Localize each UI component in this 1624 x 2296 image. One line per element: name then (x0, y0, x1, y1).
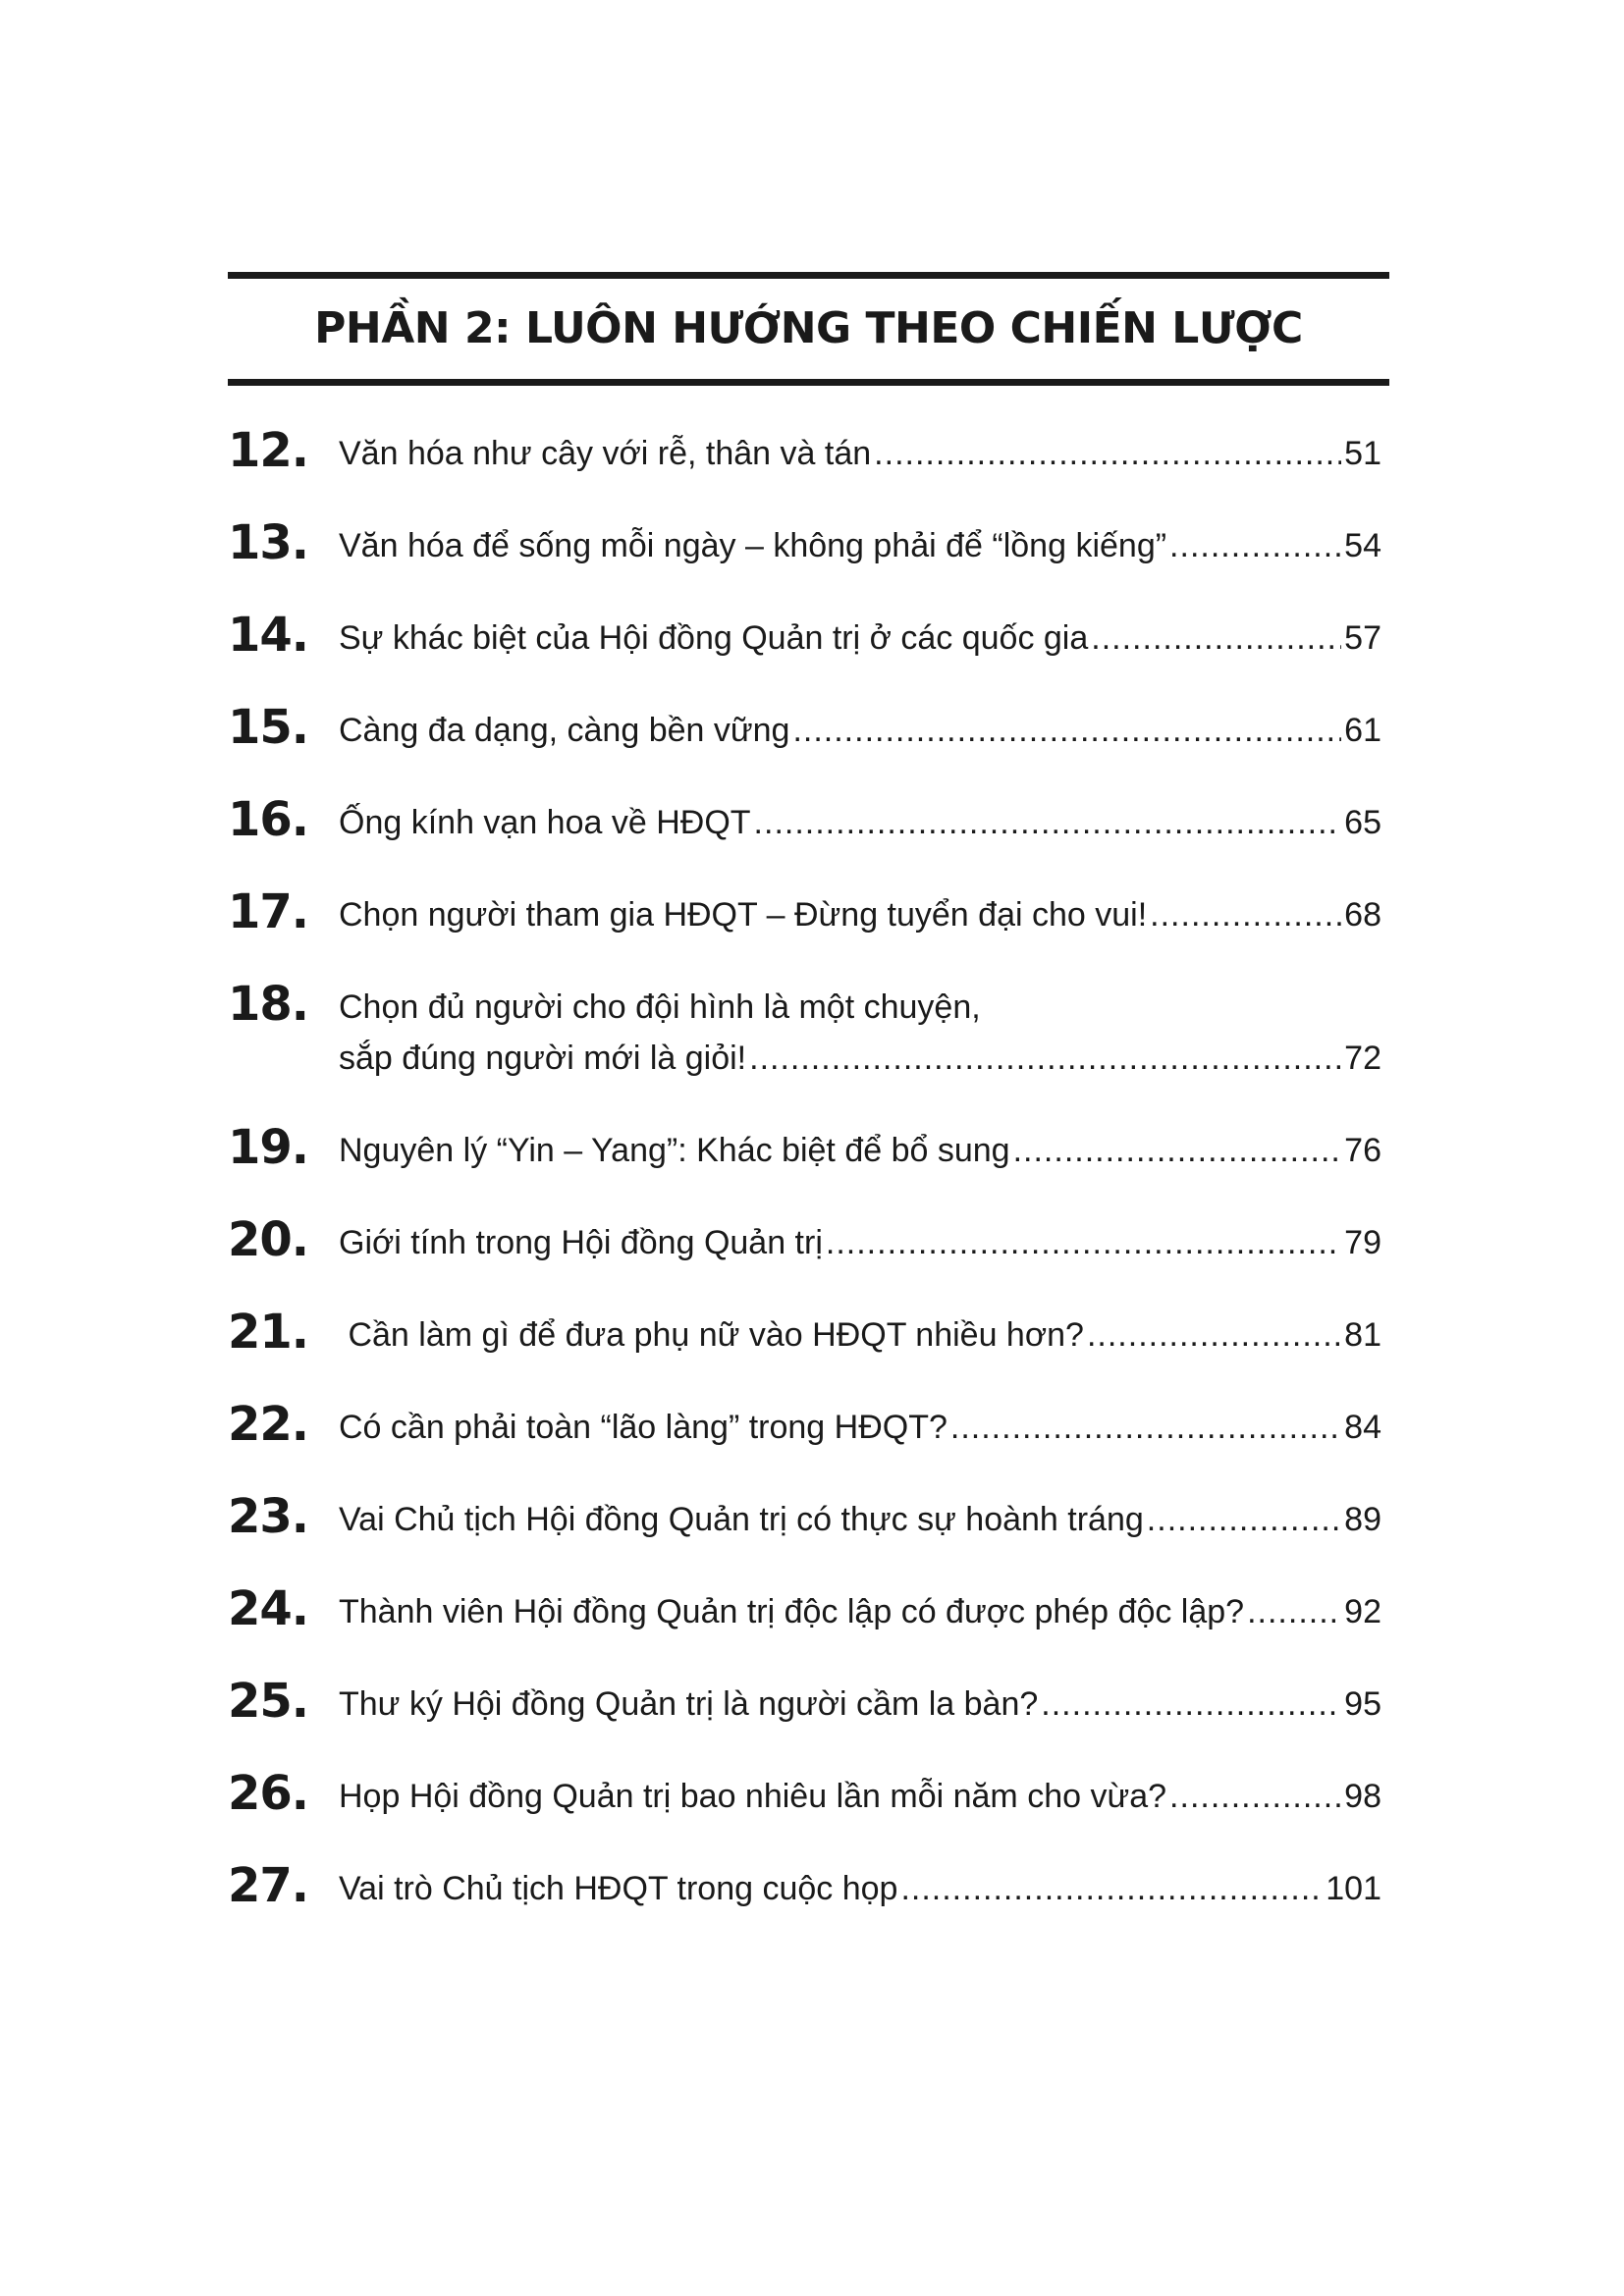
dot-leader (1013, 1131, 1342, 1170)
entry-page-number: 54 (1344, 527, 1381, 564)
entry-title: Vai Chủ tịch Hội đồng Quản trị có thực sự hoành tráng (339, 1501, 1144, 1538)
dot-leader (754, 803, 1342, 842)
entry-page-number: 89 (1344, 1501, 1381, 1538)
section-bottom-rule (228, 379, 1389, 386)
entry-number: 24. (228, 1581, 309, 1636)
entry-page-number: 72 (1344, 1040, 1381, 1077)
dot-leader (1169, 1777, 1341, 1816)
entry-number: 18. (228, 977, 309, 1032)
entry-number: 21. (228, 1305, 309, 1360)
dot-leader (1150, 895, 1341, 934)
entry-number: 20. (228, 1212, 309, 1267)
entry-page-number: 61 (1344, 712, 1381, 749)
section-title: PHẦN 2: LUÔN HƯỚNG THEO CHIẾN LƯỢC (314, 303, 1303, 353)
dot-leader (792, 711, 1341, 750)
entry-page-number: 76 (1344, 1132, 1381, 1169)
section-top-rule (228, 272, 1389, 279)
entry-page-number: 81 (1344, 1316, 1381, 1354)
entry-number: 17. (228, 884, 309, 939)
entry-title: Cần làm gì để đưa phụ nữ vào HĐQT nhiều hơn? (339, 1316, 1084, 1354)
dot-leader (1147, 1500, 1341, 1539)
dot-leader (1041, 1684, 1341, 1724)
entry-number: 25. (228, 1674, 309, 1729)
entry-title: Thành viên Hội đồng Quản trị độc lập có được phép độc lập? (339, 1593, 1245, 1630)
entry-title: Văn hóa như cây với rễ, thân và tán (339, 435, 872, 472)
entry-title: Chọn người tham gia HĐQT – Đừng tuyển đại cho vui! (339, 896, 1148, 934)
dot-leader (1091, 618, 1341, 658)
entry-title: Ống kính vạn hoa về HĐQT (339, 804, 751, 841)
dot-leader (900, 1869, 1323, 1908)
entry-page-number: 51 (1344, 435, 1381, 472)
entry-title: Sự khác biệt của Hội đồng Quản trị ở các quốc gia (339, 619, 1089, 657)
entry-number: 27. (228, 1858, 309, 1913)
entry-number: 19. (228, 1120, 309, 1175)
entry-number: 14. (228, 608, 309, 663)
entry-number: 16. (228, 792, 309, 847)
entry-number: 26. (228, 1766, 309, 1821)
entry-page-number: 92 (1344, 1593, 1381, 1630)
entry-title: Có cần phải toàn “lão làng” trong HĐQT? (339, 1409, 947, 1446)
entry-title: Vai trò Chủ tịch HĐQT trong cuộc họp (339, 1870, 898, 1907)
entry-page-number: 57 (1344, 619, 1381, 657)
dot-leader (874, 434, 1341, 473)
entry-number: 22. (228, 1397, 309, 1452)
entry-page-number: 68 (1344, 896, 1381, 934)
dot-leader (826, 1223, 1341, 1262)
entry-page-number: 95 (1344, 1685, 1381, 1723)
entry-number: 12. (228, 423, 309, 478)
dot-leader (1087, 1315, 1341, 1355)
entry-page-number: 98 (1344, 1778, 1381, 1815)
entry-title: Thư ký Hội đồng Quản trị là người cầm la bàn? (339, 1685, 1039, 1723)
entry-title: Văn hóa để sống mỗi ngày – không phải để “lồng kiếng” (339, 527, 1167, 564)
entry-page-number: 101 (1326, 1870, 1381, 1907)
entry-number: 15. (228, 700, 309, 755)
entry-page-number: 65 (1344, 804, 1381, 841)
entry-title: Càng đa dạng, càng bền vững (339, 712, 790, 749)
entry-title: Giới tính trong Hội đồng Quản trị (339, 1224, 823, 1261)
entry-page-number: 84 (1344, 1409, 1381, 1446)
entry-number: 23. (228, 1489, 309, 1544)
dot-leader (1169, 526, 1341, 565)
dot-leader (1247, 1592, 1341, 1631)
entry-page-number: 79 (1344, 1224, 1381, 1261)
entry-title: Họp Hội đồng Quản trị bao nhiêu lần mỗi năm cho vừa? (339, 1778, 1167, 1815)
entry-number: 13. (228, 515, 309, 570)
dot-leader (749, 1039, 1341, 1078)
entry-title-line2: sắp đúng người mới là giỏi! (339, 1040, 747, 1077)
dot-leader (950, 1408, 1341, 1447)
entry-title: Chọn đủ người cho đội hình là một chuyện, (339, 988, 981, 1026)
entry-title: Nguyên lý “Yin – Yang”: Khác biệt để bổ sung (339, 1132, 1010, 1169)
